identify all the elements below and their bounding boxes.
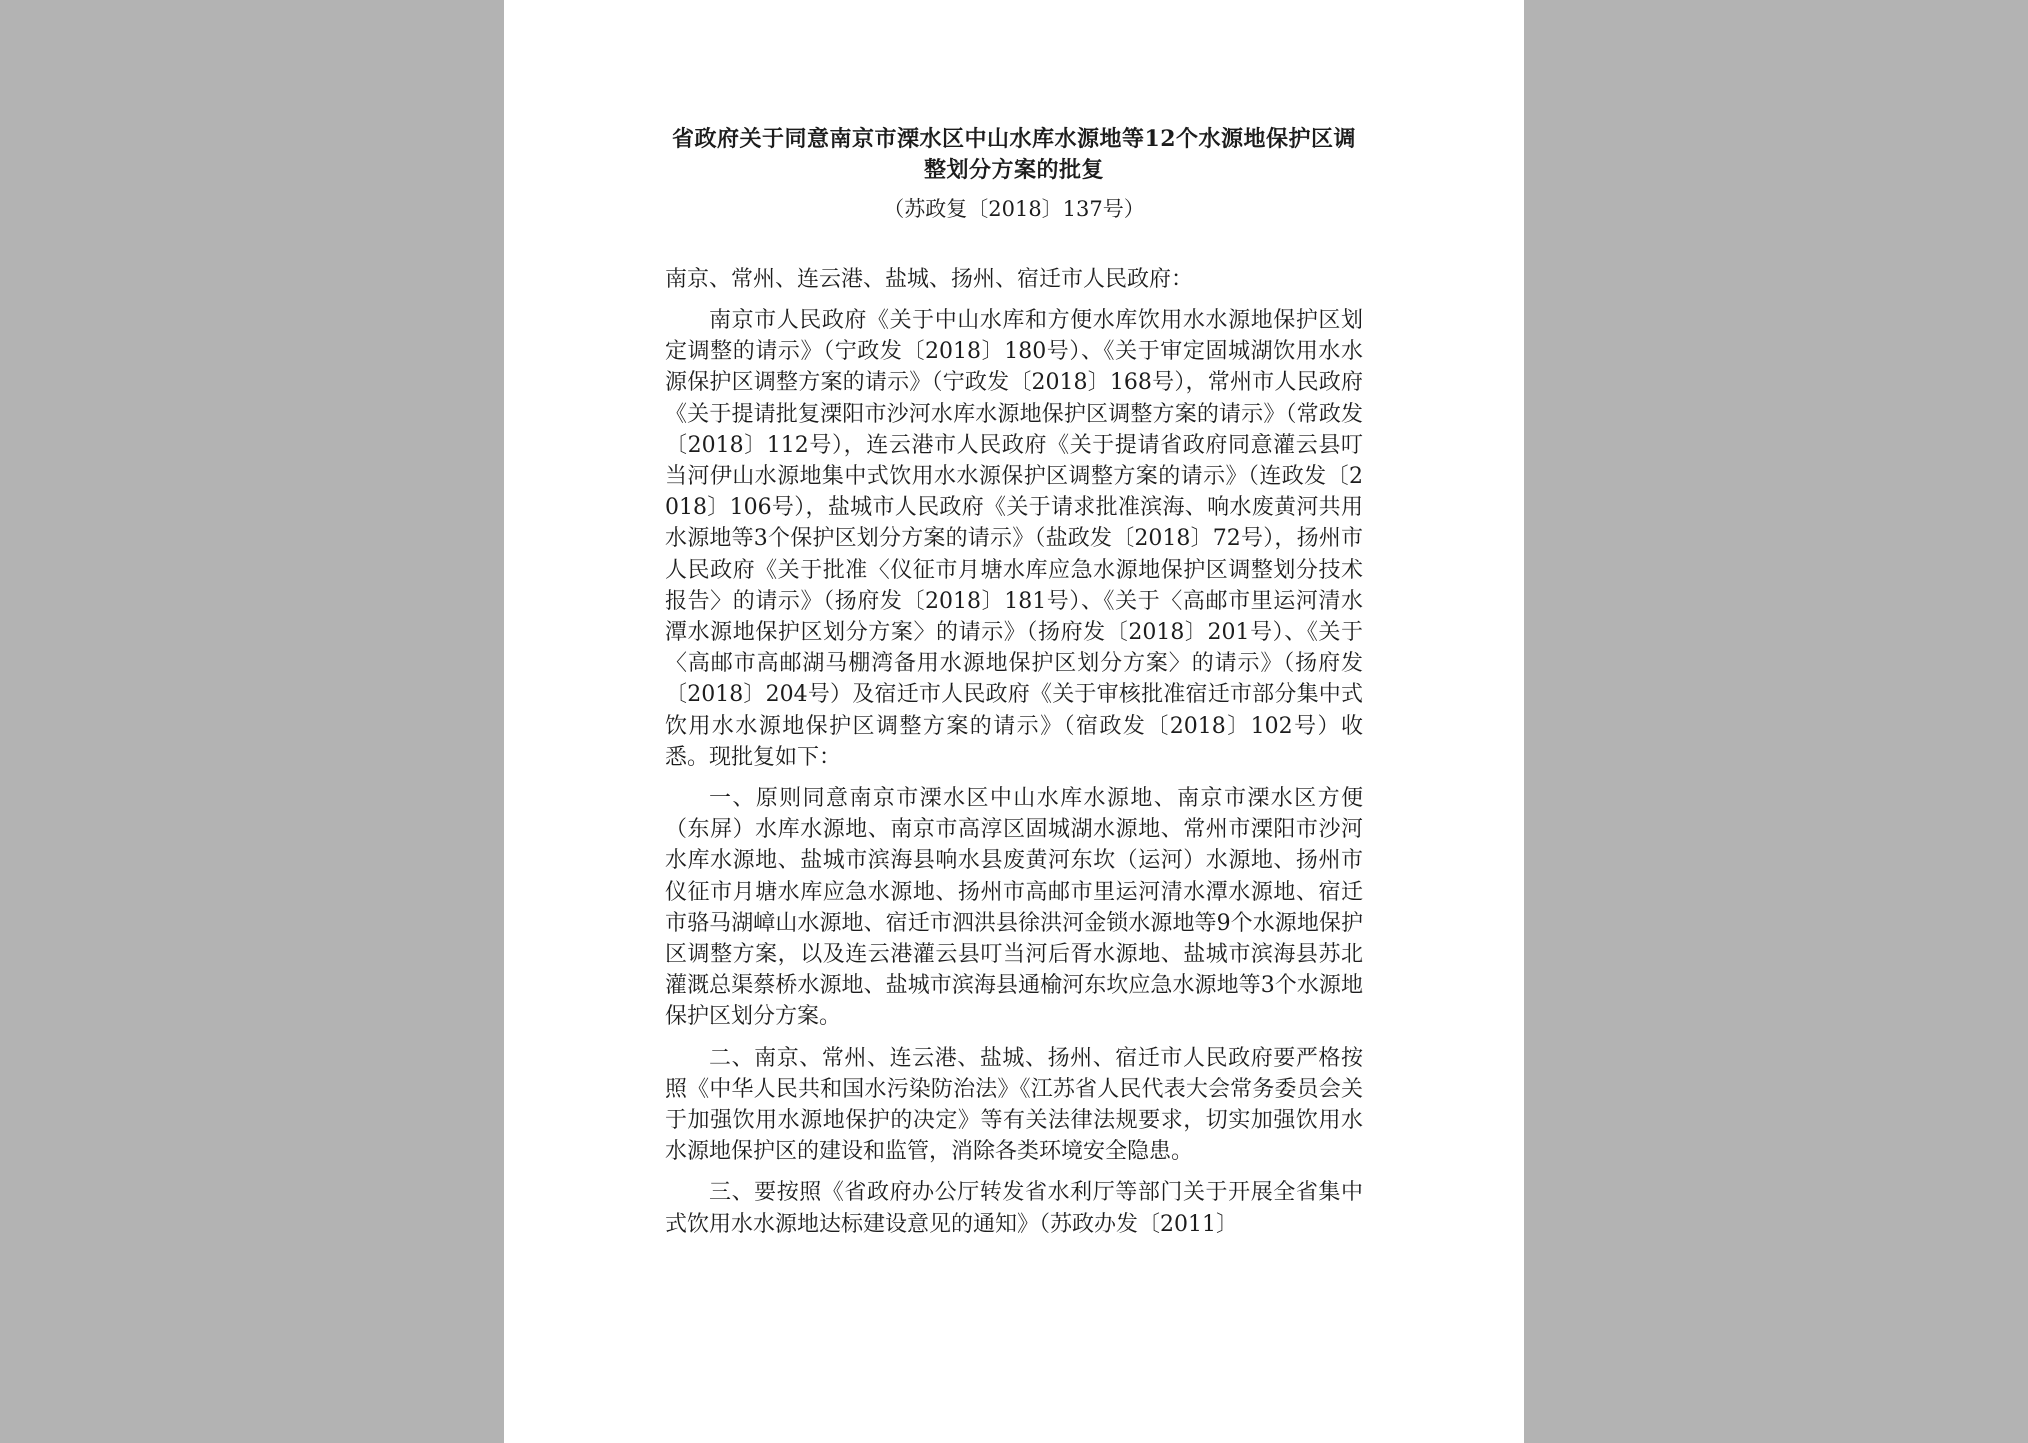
- document-page: [504, 0, 1524, 1443]
- document-number: （苏政复〔2018〕137号）: [883, 197, 1145, 221]
- paragraph-item-2: 二、南京、常州、连云港、盐城、扬州、宿迁市人民政府要严格按照《中华人民共和国水污染防治法》《江苏省人民代表大会常务委员会关于加强饮用水源地保护的决定》等有关法律法规要求，切实加强饮用水水源地保护区的建设和监管，消除各类环境安全隐患。: [665, 1045, 1363, 1165]
- paragraph-item-1: 一、原则同意南京市溧水区中山水库水源地、南京市溧水区方便（东屏）水库水源地、南京市高淳区固城湖水源地、常州市溧阳市沙河水库水源地、盐城市滨海县响水县废黄河东坎（运河）水源地、扬州市仪征市月塘水库应急水源地、扬州市高邮市里运河清水潭水源地、宿迁市骆马湖嶂山水源地、宿迁市泗洪县徐洪河金锁水源地等9个水源地保护区调整方案，以及连云港灌云县叮当河后胥水源地、盐城市滨海县苏北灌溉总渠蔡桥水源地、盐城市滨海县通榆河东坎应急水源地等3个水源地保护区划分方案。: [665, 786, 1363, 1030]
- document-body: [665, 124, 1363, 1240]
- paragraph-item-3: 三、要按照《省政府办公厅转发省水利厅等部门关于开展全省集中式饮用水水源地达标建设意见的通知》（苏政办发〔2011〕: [665, 1180, 1363, 1237]
- salutation: 南京、常州、连云港、盐城、扬州、宿迁市人民政府：: [665, 267, 1194, 292]
- paragraph-intro: 南京市人民政府《关于中山水库和方便水库饮用水水源地保护区划定调整的请示》（宁政发〔2018〕180号）、《关于审定固城湖饮用水水源保护区调整方案的请示》（宁政发〔2018〕168号），常州市人民政府《关于提请批复溧阳市沙河水库水源地保护区调整方案的请示》（常政发〔2018〕112号），连云港市人民政府《关于提请省政府同意灌云县叮当河伊山水源地集中式饮用水水源保护区调整方案的请示》（连政发〔2018〕106号），盐城市人民政府《关于请求批准滨海、响水废黄河共用水源地等3个保护区划分方案的请示》（盐政发〔2018〕72号），扬州市人民政府《关于批准〈仪征市月塘水库应急水源地保护区调整划分技术报告〉的请示》（扬府发〔2018〕181号）、《关于〈高邮市里运河清水潭水源地保护区划分方案〉的请示》（扬府发〔2018〕201号）、《关于〈高邮市高邮湖马棚湾备用水源地保护区划分方案〉的请示》（扬府发〔2018〕204号）及宿迁市人民政府《关于审核批准宿迁市部分集中式饮用水水源地保护区调整方案的请示》（宿政发〔2018〕102号）收悉。现批复如下：: [665, 308, 1363, 770]
- document-title: 省政府关于同意南京市溧水区中山水库水源地等12个水源地保护区调整划分方案的批复: [671, 126, 1357, 183]
